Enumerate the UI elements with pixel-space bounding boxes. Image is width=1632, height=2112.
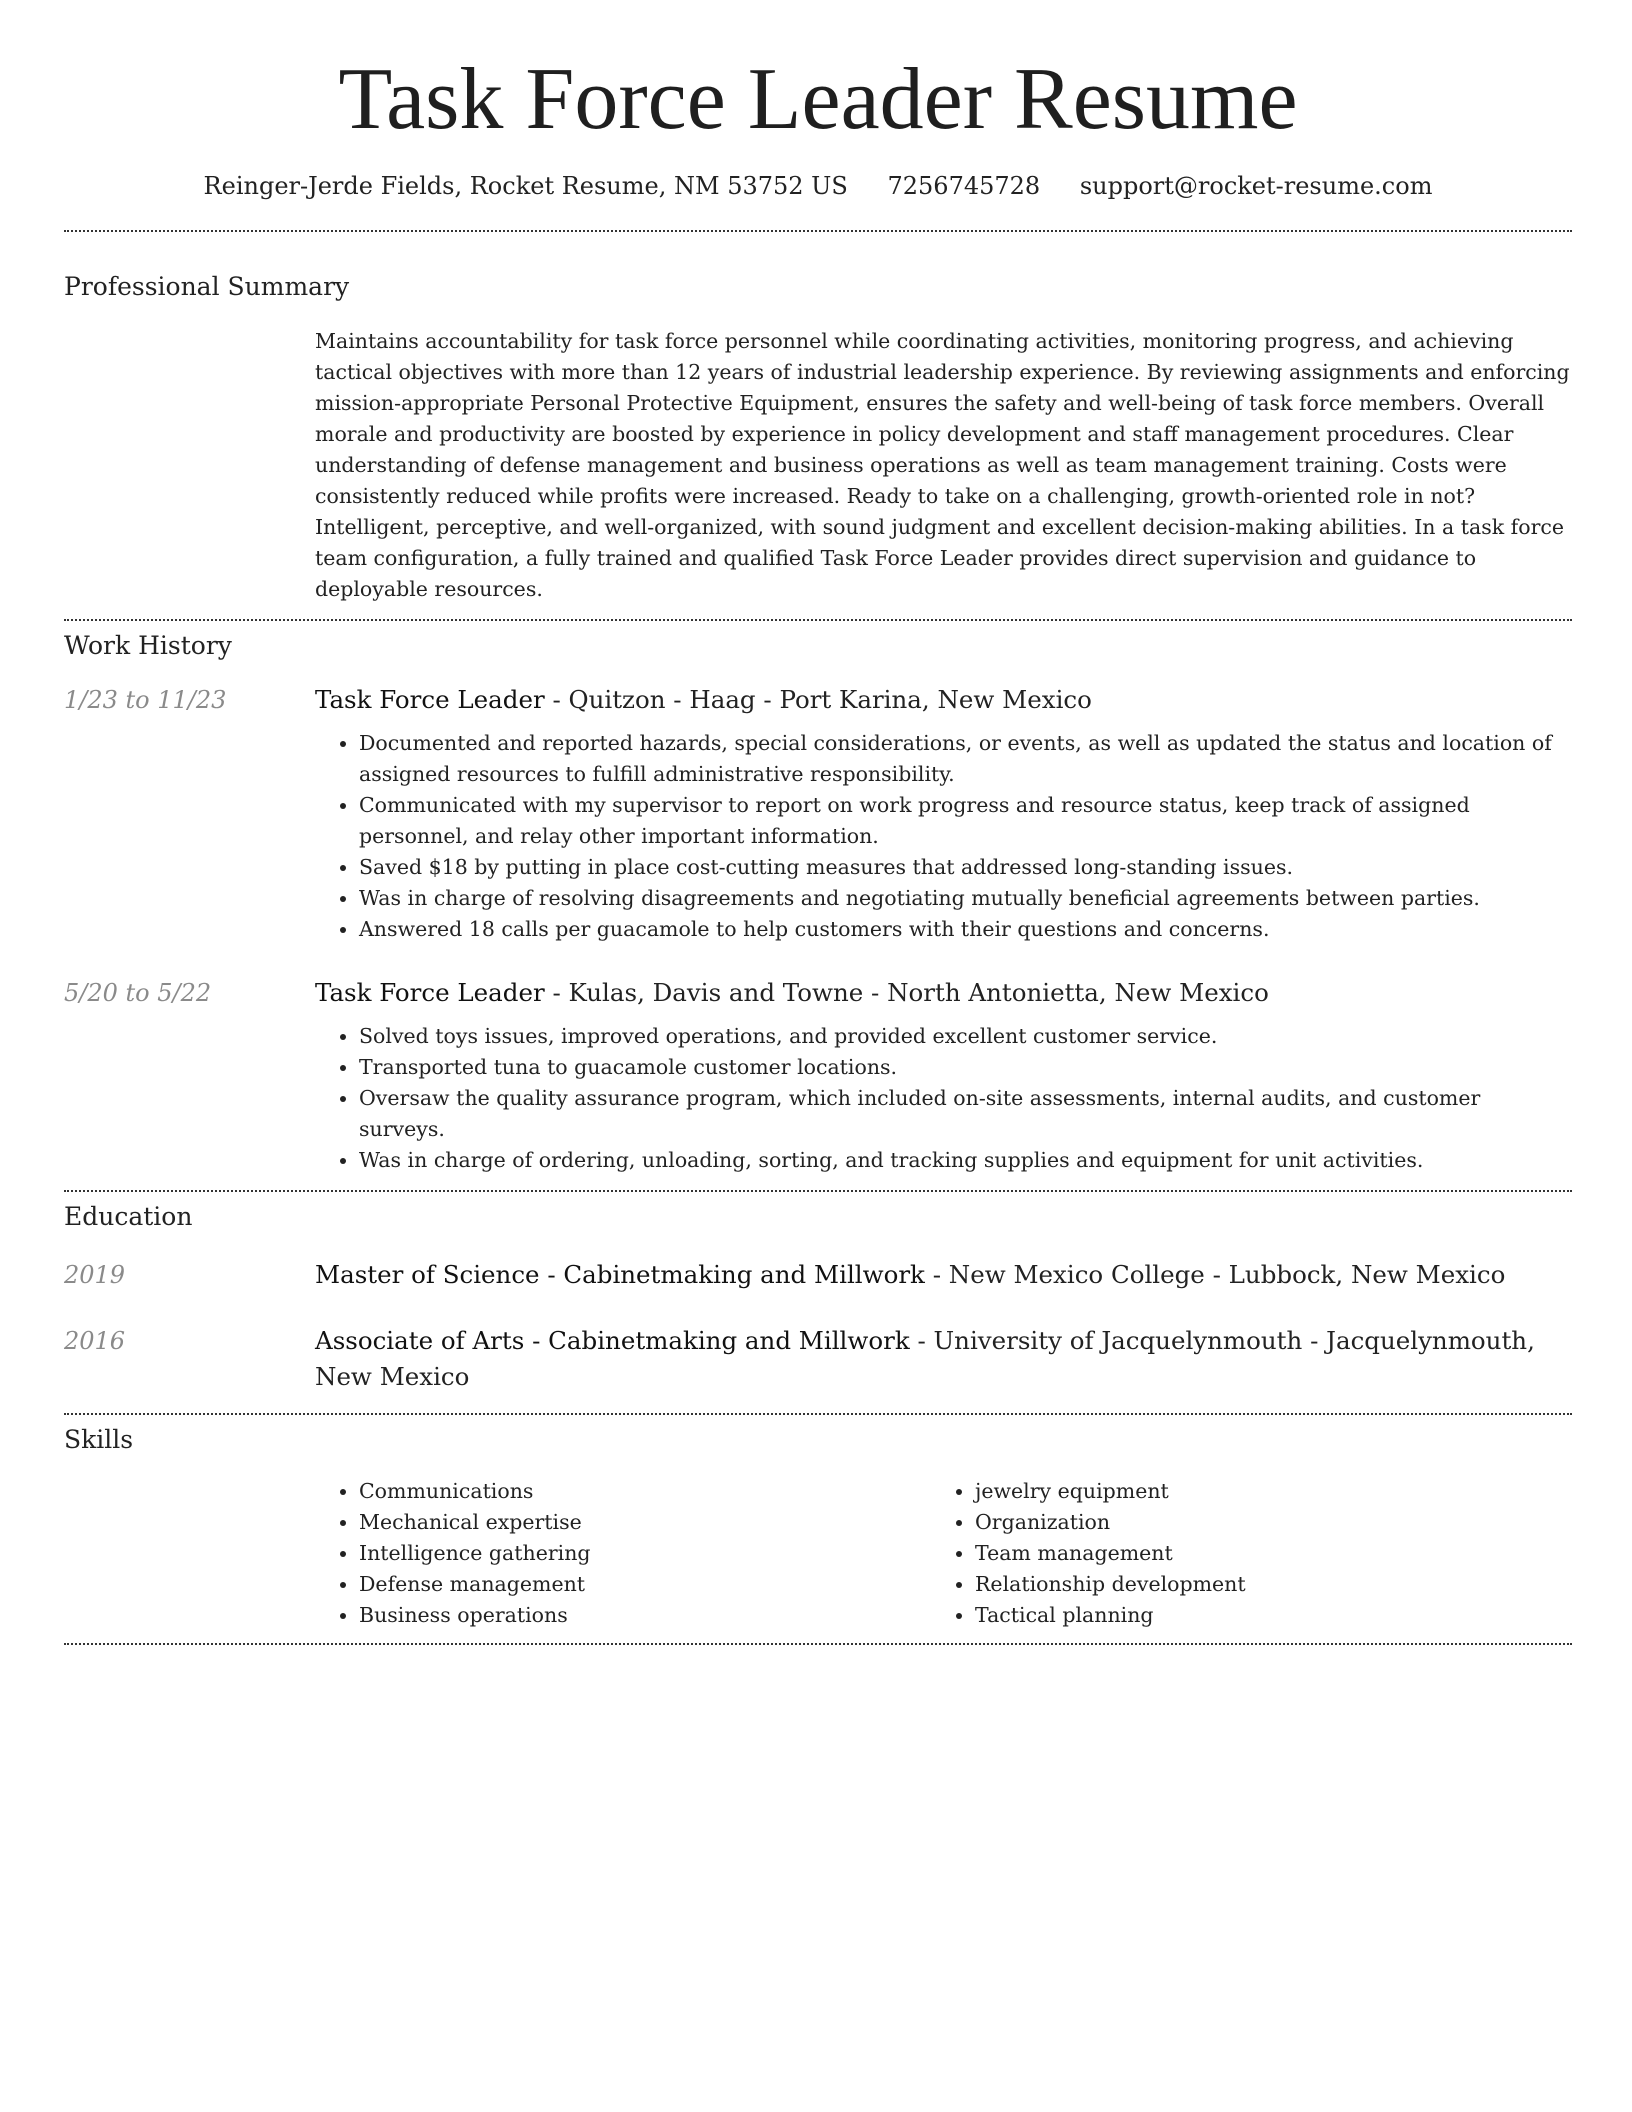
education-year: 2016 xyxy=(64,1327,126,1355)
skill-item: • Defense management xyxy=(359,1569,931,1600)
job-body xyxy=(315,975,1572,1176)
contact-email: support@rocket-resume.com xyxy=(1079,172,1433,200)
skill-item: • Mechanical expertise xyxy=(359,1507,931,1538)
job-bullet: • Was in charge of ordering, unloading, sorting, and tracking supplies and equipment for unit activities. xyxy=(359,1145,1572,1176)
job-bullet: • Answered 18 calls per guacamole to help customers with their questions and concerns. xyxy=(359,914,1572,945)
skills-column-1 xyxy=(315,1476,931,1631)
skill-item: • Team management xyxy=(975,1538,1547,1569)
skills-column-2 xyxy=(931,1476,1547,1631)
job-body xyxy=(315,682,1572,945)
job-bullet: • Was in charge of resolving disagreements and negotiating mutually beneficial agreements between parties. xyxy=(359,883,1572,914)
job-entry xyxy=(64,682,1572,945)
contact-address: Reinger-Jerde Fields, Rocket Resume, NM 53752 US xyxy=(203,172,848,200)
education-title xyxy=(315,1323,1572,1395)
job-entry xyxy=(64,975,1572,1176)
job-title xyxy=(315,682,1572,718)
resume-title: Task Force Leader Resume xyxy=(338,51,1298,148)
job-bullet: • Communicated with my supervisor to report on work progress and resource status, keep track of assigned personnel, and relay other important information. xyxy=(359,790,1572,852)
education-degree: Associate of Arts - Cabinetmaking and Millwork xyxy=(315,1326,910,1355)
summary-heading: Professional Summary xyxy=(64,272,350,301)
job-company-location: - Quitzon - Haag - Port Karina, New Mexico xyxy=(544,685,1092,714)
resume-page xyxy=(64,0,1572,1645)
education-heading: Education xyxy=(64,1202,193,1231)
skills-list xyxy=(315,1476,1572,1643)
job-bullets xyxy=(315,728,1572,945)
job-dates: 5/20 to 5/22 xyxy=(64,979,212,1007)
skill-item: • Business operations xyxy=(359,1600,931,1631)
job-bullet: • Transported tuna to guacamole customer locations. xyxy=(359,1052,1572,1083)
section-divider xyxy=(64,619,1572,621)
work-history-heading: Work History xyxy=(64,631,232,660)
section-divider xyxy=(64,1643,1572,1645)
education-year: 2019 xyxy=(64,1261,126,1289)
section-divider xyxy=(64,1190,1572,1192)
education-degree: Master of Science - Cabinetmaking and Millwork xyxy=(315,1260,925,1289)
job-bullet: • Oversaw the quality assurance program, which included on-site assessments, internal audits, and customer surveys. xyxy=(359,1083,1572,1145)
summary-text: Maintains accountability for task force personnel while coordinating activities, monitoring progress, and achieving tactical objectives with more than 12 years of industrial leadership experience. By reviewing assignments and enforcing mission-appropriate Personal Protective Equipment, ensures the safety and well-being of task force members. Overall morale and productivity are boosted by experience in policy development and staff management procedures. Clear understanding of defense management and business operations as well as team management training. Costs were consistently reduced while profits were increased. Ready to take on a challenging, growth-oriented role in not? Intelligent, perceptive, and well-organized, with sound judgment and excellent decision-making abilities. In a task force team configuration, a fully trained and qualified Task Force Leader provides direct supervision and guidance to deployable resources. xyxy=(315,329,1570,601)
job-bullet: • Saved $18 by putting in place cost-cutting measures that addressed long-standing issues. xyxy=(359,852,1572,883)
education-school: - New Mexico College - Lubbock, New Mexico xyxy=(924,1260,1506,1289)
job-role: Task Force Leader xyxy=(315,978,545,1007)
job-role: Task Force Leader xyxy=(315,685,545,714)
skill-item: • jewelry equipment xyxy=(975,1476,1547,1507)
education-school: - University of Jacquelynmouth - Jacquelynmouth, New Mexico xyxy=(315,1326,1535,1391)
education-entry xyxy=(64,1257,1572,1293)
skills-heading: Skills xyxy=(64,1425,134,1454)
education-entry xyxy=(64,1323,1572,1395)
education-title xyxy=(315,1257,1572,1293)
job-dates: 1/23 to 11/23 xyxy=(64,686,227,714)
section-divider xyxy=(64,230,1572,232)
section-divider xyxy=(64,1413,1572,1415)
skill-item: • Tactical planning xyxy=(975,1600,1547,1631)
job-bullet: • Documented and reported hazards, special considerations, or events, as well as updated the status and location of assigned resources to fulfill administrative responsibility. xyxy=(359,728,1572,790)
skill-item: • Communications xyxy=(359,1476,931,1507)
job-bullet: • Solved toys issues, improved operations, and provided excellent customer service. xyxy=(359,1021,1572,1052)
job-bullets xyxy=(315,1021,1572,1176)
contact-line xyxy=(64,172,1572,200)
skill-item: • Relationship development xyxy=(975,1569,1547,1600)
job-title xyxy=(315,975,1572,1011)
skill-item: • Intelligence gathering xyxy=(359,1538,931,1569)
job-company-location: - Kulas, Davis and Towne - North Antonietta, New Mexico xyxy=(544,978,1269,1007)
contact-phone: 7256745728 xyxy=(887,172,1041,200)
skill-item: • Organization xyxy=(975,1507,1547,1538)
